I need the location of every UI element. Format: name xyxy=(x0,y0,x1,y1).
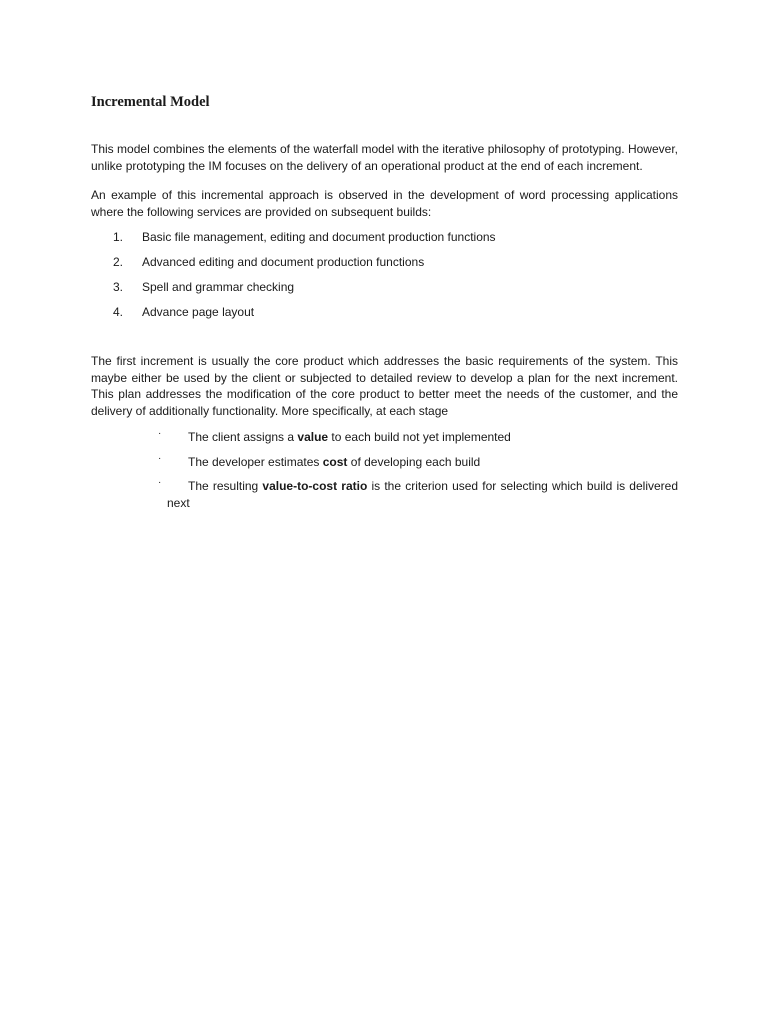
bullet-text-start: The client assigns a xyxy=(188,430,298,444)
list-item xyxy=(91,429,678,446)
list-item-text: Advanced editing and document production functions xyxy=(142,255,425,269)
list-item-text: Spell and grammar checking xyxy=(142,280,295,294)
bullet-icon: · xyxy=(158,428,162,439)
list-item-text: Advance page layout xyxy=(142,305,255,319)
intro-paragraph: This model combines the elements of the waterfall model with the iterative philosophy of prototyping. However, unlike prototyping the IM focuses on the delivery of an operational product at the end of each increment. xyxy=(91,142,678,173)
stage-points-list xyxy=(91,429,678,519)
bullet-text xyxy=(167,429,678,446)
list-item xyxy=(91,478,678,511)
bullet-text-bold: cost xyxy=(322,454,348,469)
bullet-text-bold: value-to-cost ratio xyxy=(262,479,368,493)
document-heading: Incremental Model xyxy=(91,94,210,110)
bullet-text-end: to each build not yet implemented xyxy=(328,430,511,444)
list-item-number: 1. xyxy=(113,230,124,244)
bullet-text xyxy=(167,454,678,471)
bullet-text-end: of developing each build xyxy=(347,454,481,469)
example-paragraph: An example of this incremental approach is observed in the development of word processing applications where the following services are provided on subsequent builds: xyxy=(91,188,678,219)
bullet-text xyxy=(167,478,678,511)
list-item-text: Basic file management, editing and document production functions xyxy=(142,230,496,244)
bullet-text-end: is the criterion used for selecting which build is delivered next xyxy=(167,479,679,510)
list-item-number: 2. xyxy=(113,255,124,269)
bullet-icon: · xyxy=(158,452,162,464)
list-item xyxy=(91,454,678,471)
bullet-icon: · xyxy=(158,477,162,488)
bullet-text-start: The resulting xyxy=(188,479,263,493)
core-product-paragraph: The first increment is usually the core product which addresses the basic requirements of the system. This maybe either be used by the client or subjected to detailed review to develop a plan for the next increment. This plan addresses the modification of the core product to better meet the needs of the customer, and the delivery of additionally functionality. More specifically, at each stage xyxy=(91,354,678,418)
list-item-number: 4. xyxy=(113,305,124,319)
bullet-text-start: The developer estimates xyxy=(188,454,323,469)
bullet-text-bold: value xyxy=(297,430,329,444)
list-item-number: 3. xyxy=(113,280,124,294)
